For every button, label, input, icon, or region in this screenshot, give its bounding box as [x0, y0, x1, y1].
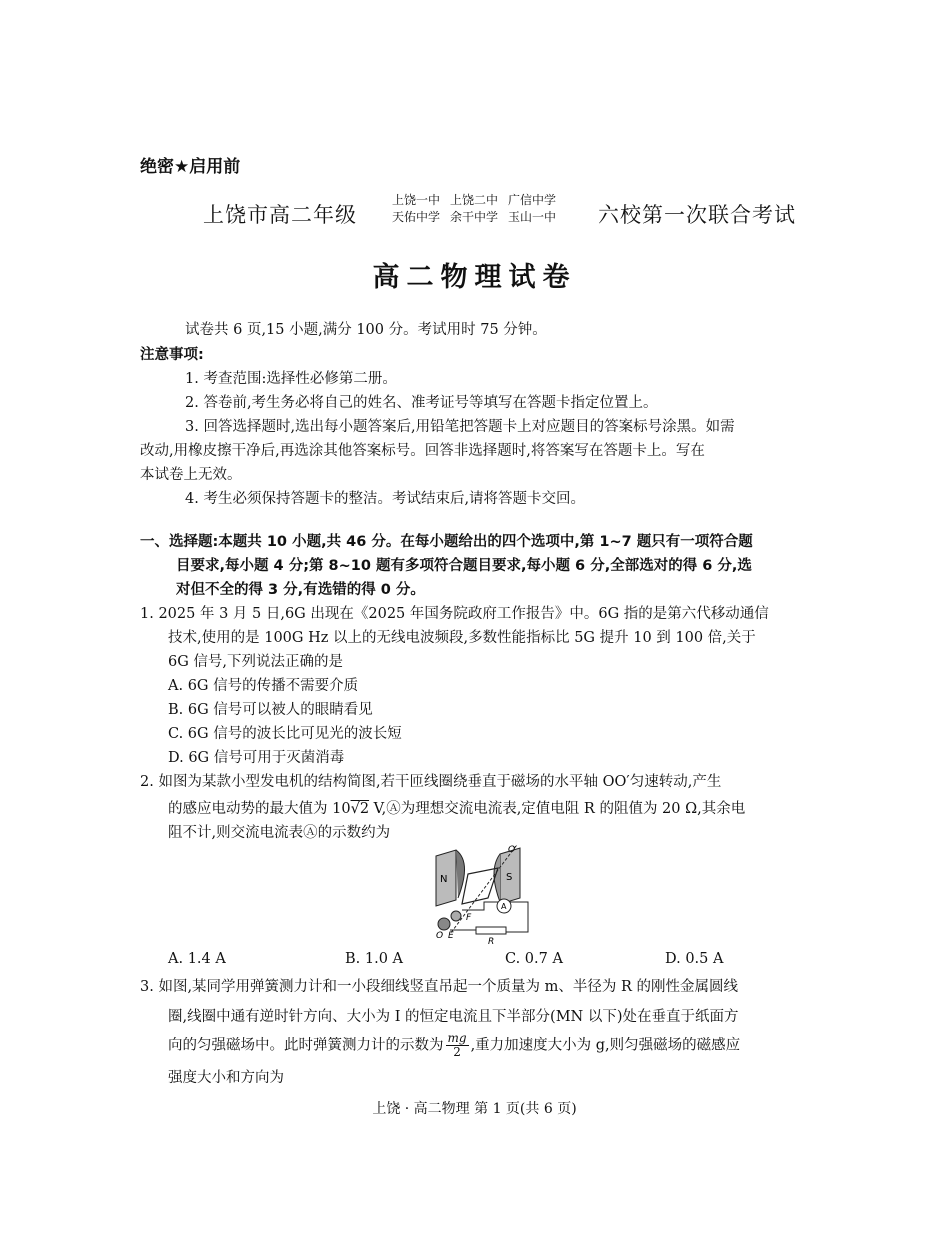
page-title: 高二物理试卷	[372, 262, 577, 293]
school-row	[392, 192, 566, 209]
q3-stem: 3. 如图,某同学用弹簧测力计和一小段细线竖直吊起一个质量为 m、半径为 R 的刚性金属圆线	[140, 979, 739, 995]
notice-item: 改动,用橡皮擦干净后,再选涂其他答案标号。回答非选择题时,将答案写在答题卡上。写在	[140, 443, 705, 459]
school-name: 广信中学	[508, 193, 557, 207]
school-list	[392, 192, 566, 226]
q1-stem-line: 6G 信号,下列说法正确的是	[168, 654, 344, 670]
city-grade: 上饶市高二年级	[203, 203, 357, 227]
q3-text: ,重力加速度大小为 g,则匀强磁场的磁感应	[470, 1037, 741, 1054]
section-heading-line: 目要求,每小题 4 分;第 8~10 题有多项符合题目要求,每小题 6 分,全部选对的得 6 分,选	[176, 558, 752, 574]
label-r: R	[488, 937, 495, 946]
q2-stem-line: 阻不计,则交流电流表Ⓐ的示数约为	[168, 825, 391, 841]
school-name: 天佑中学	[392, 210, 441, 224]
q3-stem-line: 强度大小和方向为	[168, 1070, 284, 1086]
label-ammeter: A	[501, 902, 507, 911]
section-heading-line: 对但不全的得 3 分,有选错的得 0 分。	[176, 582, 425, 598]
notice-item: 3. 回答选择题时,选出每小题答案后,用铅笔把答题卡上对应题目的答案标号涂黑。如需	[185, 419, 735, 435]
label-o: O	[436, 931, 444, 941]
q1-stem: 1. 2025 年 3 月 5 日,6G 出现在《2025 年国务院政府工作报告》中。6G 指的是第六代移动通信	[140, 606, 769, 622]
q1-option-c: C. 6G 信号的波长比可见光的波长短	[168, 726, 402, 742]
confidential-label: 绝密★启用前	[140, 157, 241, 177]
q2-option-b: B. 1.0 A	[345, 951, 404, 967]
notice-item: 本试卷上无效。	[140, 467, 242, 483]
q2-stem-line	[168, 797, 745, 821]
school-name: 上饶二中	[450, 193, 499, 207]
q3-stem-line	[168, 1032, 740, 1059]
q2-stem: 2. 如图为某款小型发电机的结构简图,若干匝线圈绕垂直于磁场的水平轴 OO′匀速转动,产生	[140, 774, 722, 790]
notice-item: 2. 答卷前,考生务必将自己的姓名、准考证号等填写在答题卡指定位置上。	[185, 395, 658, 411]
sqrt-two: √2	[350, 801, 370, 817]
label-e: E	[448, 931, 454, 941]
intro-text: 试卷共 6 页,15 小题,满分 100 分。考试用时 75 分钟。	[185, 322, 547, 338]
q1-option-a: A. 6G 信号的传播不需要介质	[168, 678, 359, 694]
q2-text: V,Ⓐ为理想交流电流表,定值电阻 R 的阻值为 20 Ω,其余电	[369, 801, 746, 817]
notice-heading: 注意事项:	[140, 347, 204, 363]
label-n: N	[440, 874, 448, 885]
generator-figure	[428, 842, 540, 946]
school-name: 玉山一中	[508, 210, 557, 224]
fraction-mg-2: $\frac{mg}{2}$	[447, 1031, 467, 1059]
notice-item: 1. 考查范围:选择性必修第二册。	[185, 371, 397, 387]
q3-text: 向的匀强磁场中。此时弹簧测力计的示数为	[168, 1037, 444, 1054]
q1-stem-line: 技术,使用的是 100G Hz 以上的无线电波频段,多数性能指标比 5G 提升 10 到 100 倍,关于	[168, 630, 756, 646]
school-name: 上饶一中	[392, 193, 441, 207]
school-row	[392, 209, 566, 226]
label-o-prime: O′	[508, 845, 518, 855]
q3-stem-line: 圈,线圈中通有逆时针方向、大小为 I 的恒定电流且下半部分(MN 以下)处在垂直于纸面方	[168, 1009, 739, 1025]
q1-option-b: B. 6G 信号可以被人的眼睛看见	[168, 702, 373, 718]
q2-option-c: C. 0.7 A	[505, 951, 563, 967]
q2-option-d: D. 0.5 A	[665, 951, 724, 967]
q2-option-a: A. 1.4 A	[168, 951, 226, 967]
q1-option-d: D. 6G 信号可用于灭菌消毒	[168, 750, 345, 766]
exam-name: 六校第一次联合考试	[598, 203, 796, 227]
page-footer: 上饶 · 高二物理 第 1 页(共 6 页)	[372, 1101, 577, 1117]
school-name: 余干中学	[450, 210, 499, 224]
section-heading: 一、选择题:本题共 10 小题,共 46 分。在每小题给出的四个选项中,第 1~7 题只有一项符合题	[140, 534, 753, 550]
notice-item: 4. 考生必须保持答题卡的整洁。考试结束后,请将答题卡交回。	[185, 491, 586, 507]
label-f: F	[466, 913, 472, 923]
q2-text: 的感应电动势的最大值为 10	[168, 801, 351, 817]
label-s: S	[506, 872, 513, 883]
